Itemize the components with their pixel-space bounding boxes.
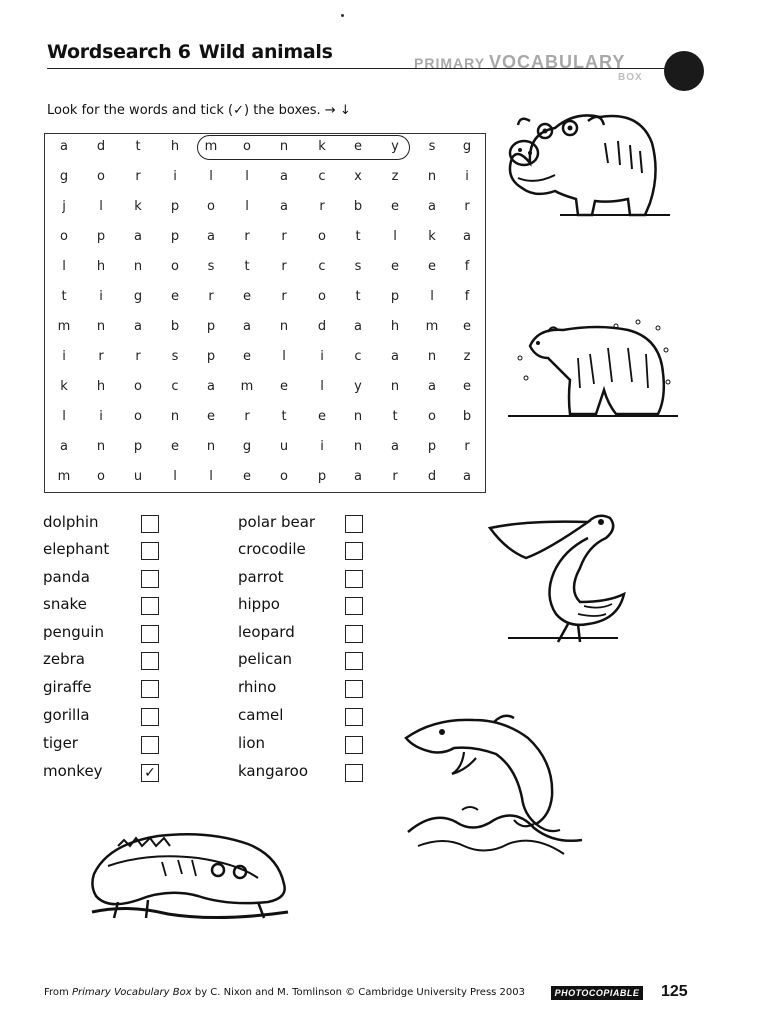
grid-cell[interactable]: p xyxy=(170,228,180,244)
brand-primary: PRIMARY xyxy=(414,55,486,71)
grid-cell[interactable]: a xyxy=(280,168,288,184)
grid-cell[interactable]: s xyxy=(428,138,436,154)
grid-cell[interactable]: f xyxy=(464,258,470,274)
grid-cell[interactable]: i xyxy=(465,168,469,184)
word-label: gorilla xyxy=(43,706,90,724)
grid-cell[interactable]: d xyxy=(317,318,327,334)
grid-cell[interactable]: c xyxy=(318,258,326,274)
grid-cell[interactable]: a xyxy=(463,228,471,244)
tick-box[interactable] xyxy=(345,597,363,615)
grid-cell[interactable]: z xyxy=(391,168,399,184)
grid-cell[interactable]: o xyxy=(243,138,251,154)
grid-cell[interactable]: y xyxy=(391,138,399,154)
tick-box[interactable] xyxy=(141,542,159,560)
grid-cell[interactable]: o xyxy=(318,288,326,304)
tick-box[interactable] xyxy=(141,680,159,698)
grid-cell[interactable]: n xyxy=(279,318,289,334)
grid-cell[interactable]: p xyxy=(427,438,437,454)
grid-cell[interactable]: l xyxy=(209,468,213,484)
grid-cell[interactable]: a xyxy=(428,378,436,394)
tick-box[interactable] xyxy=(345,570,363,588)
tick-box[interactable] xyxy=(141,708,159,726)
grid-cell[interactable]: s xyxy=(354,258,362,274)
grid-cell[interactable]: o xyxy=(171,258,179,274)
grid-cell[interactable]: p xyxy=(206,348,216,364)
grid-cell[interactable]: l xyxy=(62,258,66,274)
dolphin-illustration xyxy=(404,712,586,867)
grid-cell[interactable]: e xyxy=(463,318,471,334)
grid-cell[interactable]: c xyxy=(354,348,362,364)
grid-cell[interactable]: i xyxy=(99,288,103,304)
grid-cell[interactable]: i xyxy=(173,168,177,184)
grid-cell[interactable]: m xyxy=(425,318,439,334)
grid-cell[interactable]: e xyxy=(207,408,215,424)
grid-cell[interactable]: m xyxy=(204,138,218,154)
tick-box[interactable] xyxy=(345,736,363,754)
grid-cell[interactable]: t xyxy=(392,408,398,424)
tick-box[interactable] xyxy=(141,570,159,588)
grid-cell[interactable]: j xyxy=(62,198,66,214)
grid-cell[interactable]: o xyxy=(97,468,105,484)
grid-cell[interactable]: p xyxy=(170,198,180,214)
grid-cell[interactable]: n xyxy=(353,438,363,454)
tick-box[interactable] xyxy=(345,652,363,670)
found-word-ring xyxy=(197,135,410,160)
grid-cell[interactable]: t xyxy=(244,258,250,274)
tick-box[interactable] xyxy=(345,764,363,782)
grid-cell[interactable]: l xyxy=(62,408,66,424)
page-title xyxy=(47,41,333,63)
grid-cell[interactable]: r xyxy=(135,168,141,184)
word-label: rhino xyxy=(238,678,277,696)
word-label: penguin xyxy=(43,623,104,641)
grid-cell[interactable]: a xyxy=(134,228,142,244)
word-label: panda xyxy=(43,568,90,586)
grid-cell[interactable]: r xyxy=(135,348,141,364)
grid-cell[interactable]: b xyxy=(462,408,472,424)
grid-cell[interactable]: u xyxy=(133,468,143,484)
grid-cell[interactable]: a xyxy=(391,438,399,454)
grid-cell[interactable]: n xyxy=(353,408,363,424)
grid-cell[interactable]: p xyxy=(390,288,400,304)
brand-vocabulary: VOCABULARY xyxy=(489,52,626,72)
photocopiable-badge: PHOTOCOPIABLE xyxy=(551,986,643,1000)
brand-box: BOX xyxy=(618,72,643,83)
grid-cell[interactable]: e xyxy=(463,378,471,394)
word-label: snake xyxy=(43,595,87,613)
grid-cell[interactable]: e xyxy=(354,138,362,154)
grid-cell[interactable]: e xyxy=(171,288,179,304)
footer-rest: by C. Nixon and M. Tomlinson © Cambridge University Press 2003 xyxy=(191,987,525,998)
grid-cell[interactable]: n xyxy=(96,438,106,454)
grid-cell[interactable]: l xyxy=(99,198,103,214)
grid-cell[interactable]: o xyxy=(134,378,142,394)
tick-box[interactable] xyxy=(141,597,159,615)
word-label: lion xyxy=(238,734,266,752)
grid-cell[interactable]: n xyxy=(206,438,216,454)
grid-cell[interactable]: c xyxy=(318,168,326,184)
word-label: elephant xyxy=(43,540,110,558)
grid-cell[interactable]: a xyxy=(60,438,68,454)
grid-cell[interactable]: p xyxy=(317,468,327,484)
grid-cell[interactable]: a xyxy=(428,198,436,214)
grid-cell[interactable]: r xyxy=(319,198,325,214)
title-number: Wordsearch 6 xyxy=(47,41,191,63)
speck xyxy=(341,14,344,17)
grid-cell[interactable]: a xyxy=(60,138,68,154)
grid-cell[interactable]: o xyxy=(60,228,68,244)
grid-cell[interactable]: p xyxy=(133,438,143,454)
grid-cell[interactable]: c xyxy=(171,378,179,394)
grid-cell[interactable]: t xyxy=(355,228,361,244)
grid-cell[interactable]: l xyxy=(282,348,286,364)
grid-cell[interactable]: b xyxy=(170,318,180,334)
grid-cell[interactable]: e xyxy=(243,288,251,304)
grid-cell[interactable]: d xyxy=(96,138,106,154)
page-number: 125 xyxy=(661,983,688,1000)
grid-cell[interactable]: r xyxy=(281,228,287,244)
check-mark-icon: ✓ xyxy=(144,765,156,781)
grid-cell[interactable]: a xyxy=(391,348,399,364)
grid-cell[interactable]: r xyxy=(208,288,214,304)
grid-cell[interactable]: u xyxy=(279,438,289,454)
grid-cell[interactable]: a xyxy=(463,468,471,484)
word-label: camel xyxy=(238,706,284,724)
word-label: giraffe xyxy=(43,678,92,696)
grid-cell[interactable]: l xyxy=(320,378,324,394)
word-label: monkey xyxy=(43,762,103,780)
grid-cell[interactable]: l xyxy=(430,288,434,304)
grid-cell[interactable]: e xyxy=(243,468,251,484)
grid-cell[interactable]: r xyxy=(98,348,104,364)
grid-cell[interactable]: a xyxy=(243,318,251,334)
word-label: polar bear xyxy=(238,513,316,531)
grid-cell[interactable]: k xyxy=(134,198,142,214)
grid-cell[interactable]: i xyxy=(320,348,324,364)
grid-cell[interactable]: p xyxy=(206,318,216,334)
grid-cell[interactable]: r xyxy=(464,438,470,454)
tick-box[interactable] xyxy=(141,625,159,643)
word-label: kangaroo xyxy=(238,762,309,780)
grid-cell[interactable]: a xyxy=(354,318,362,334)
word-label: crocodile xyxy=(238,540,306,558)
grid-cell[interactable]: h xyxy=(170,138,180,154)
grid-cell[interactable]: g xyxy=(462,138,472,154)
grid-cell[interactable]: b xyxy=(353,198,363,214)
grid-cell[interactable]: i xyxy=(62,348,66,364)
grid-cell[interactable]: a xyxy=(207,228,215,244)
tick-box[interactable] xyxy=(141,764,159,782)
grid-cell[interactable]: o xyxy=(207,198,215,214)
grid-cell[interactable]: r xyxy=(244,408,250,424)
grid-cell[interactable]: e xyxy=(428,258,436,274)
pelican-illustration xyxy=(488,510,628,650)
tick-box[interactable] xyxy=(141,652,159,670)
word-label: hippo xyxy=(238,595,280,613)
grid-cell[interactable]: l xyxy=(173,468,177,484)
grid-cell[interactable]: o xyxy=(428,408,436,424)
grid-cell[interactable]: r xyxy=(464,198,470,214)
grid-cell[interactable]: n xyxy=(427,348,437,364)
grid-cell[interactable]: g xyxy=(59,168,69,184)
footer-from: From xyxy=(44,987,72,998)
crocodile-illustration xyxy=(88,826,293,926)
grid-cell[interactable]: a xyxy=(134,318,142,334)
grid-cell[interactable]: n xyxy=(390,378,400,394)
tick-box[interactable] xyxy=(345,542,363,560)
grid-cell[interactable]: s xyxy=(207,258,215,274)
grid-cell[interactable]: m xyxy=(57,468,71,484)
grid-cell[interactable]: o xyxy=(318,228,326,244)
grid-cell[interactable]: e xyxy=(171,438,179,454)
grid-cell[interactable]: m xyxy=(57,318,71,334)
instruction-text: Look for the words and tick (✓) the boxes. → ↓ xyxy=(47,103,351,118)
word-label: leopard xyxy=(238,623,295,641)
grid-cell[interactable]: i xyxy=(320,438,324,454)
grid-cell[interactable]: p xyxy=(96,228,106,244)
brand-logo xyxy=(414,52,625,73)
hippo-illustration xyxy=(500,103,675,223)
grid-cell[interactable]: o xyxy=(134,408,142,424)
grid-cell[interactable]: m xyxy=(240,378,254,394)
grid-cell[interactable]: e xyxy=(318,408,326,424)
grid-cell[interactable]: l xyxy=(209,168,213,184)
grid-cell[interactable]: g xyxy=(242,438,252,454)
grid-cell[interactable]: h xyxy=(96,258,106,274)
tick-box[interactable] xyxy=(141,515,159,533)
grid-cell[interactable]: n xyxy=(170,408,180,424)
word-label: dolphin xyxy=(43,513,99,531)
polar-bear-illustration xyxy=(508,318,678,423)
tick-box[interactable] xyxy=(141,736,159,754)
grid-cell[interactable]: i xyxy=(99,408,103,424)
grid-cell[interactable]: a xyxy=(207,378,215,394)
grid-cell[interactable]: n xyxy=(427,168,437,184)
word-label: tiger xyxy=(43,734,78,752)
grid-cell[interactable]: t xyxy=(61,288,67,304)
brand-circle-icon xyxy=(664,51,704,91)
grid-cell[interactable]: r xyxy=(244,228,250,244)
tick-box[interactable] xyxy=(345,708,363,726)
grid-cell[interactable]: k xyxy=(318,138,326,154)
grid-cell[interactable]: n xyxy=(279,138,289,154)
grid-cell[interactable]: n xyxy=(133,258,143,274)
grid-cell[interactable]: l xyxy=(393,228,397,244)
grid-cell[interactable]: n xyxy=(96,318,106,334)
word-label: pelican xyxy=(238,650,293,668)
grid-cell[interactable]: e xyxy=(280,378,288,394)
grid-cell[interactable]: s xyxy=(171,348,179,364)
tick-box[interactable] xyxy=(345,515,363,533)
grid-cell[interactable]: y xyxy=(354,378,362,394)
grid-cell[interactable]: t xyxy=(135,138,141,154)
footer-book-title: Primary Vocabulary Box xyxy=(71,987,192,998)
tick-box[interactable] xyxy=(345,625,363,643)
grid-cell[interactable]: z xyxy=(463,348,471,364)
grid-cell[interactable]: f xyxy=(464,288,470,304)
grid-cell[interactable]: r xyxy=(281,258,287,274)
tick-box[interactable] xyxy=(345,680,363,698)
grid-cell[interactable]: a xyxy=(354,468,362,484)
grid-cell[interactable]: t xyxy=(281,408,287,424)
grid-cell[interactable]: g xyxy=(133,288,143,304)
word-label: parrot xyxy=(238,568,284,586)
grid-cell[interactable]: x xyxy=(354,168,362,184)
grid-cell[interactable]: t xyxy=(355,288,361,304)
title-topic: Wild animals xyxy=(198,41,333,63)
grid-cell[interactable]: e xyxy=(391,198,399,214)
grid-cell[interactable]: o xyxy=(280,468,288,484)
grid-cell[interactable]: h xyxy=(96,378,106,394)
grid-cell[interactable]: k xyxy=(60,378,68,394)
grid-cell[interactable]: d xyxy=(427,468,437,484)
word-label: zebra xyxy=(43,650,85,668)
grid-cell[interactable]: l xyxy=(245,168,249,184)
grid-cell[interactable]: l xyxy=(245,198,249,214)
grid-cell[interactable]: a xyxy=(280,198,288,214)
grid-cell[interactable]: k xyxy=(428,228,436,244)
grid-cell[interactable]: e xyxy=(391,258,399,274)
grid-cell[interactable]: h xyxy=(390,318,400,334)
footer-credit xyxy=(44,987,525,998)
grid-cell[interactable]: r xyxy=(392,468,398,484)
grid-cell[interactable]: o xyxy=(97,168,105,184)
grid-cell[interactable]: r xyxy=(281,288,287,304)
grid-cell[interactable]: e xyxy=(243,348,251,364)
